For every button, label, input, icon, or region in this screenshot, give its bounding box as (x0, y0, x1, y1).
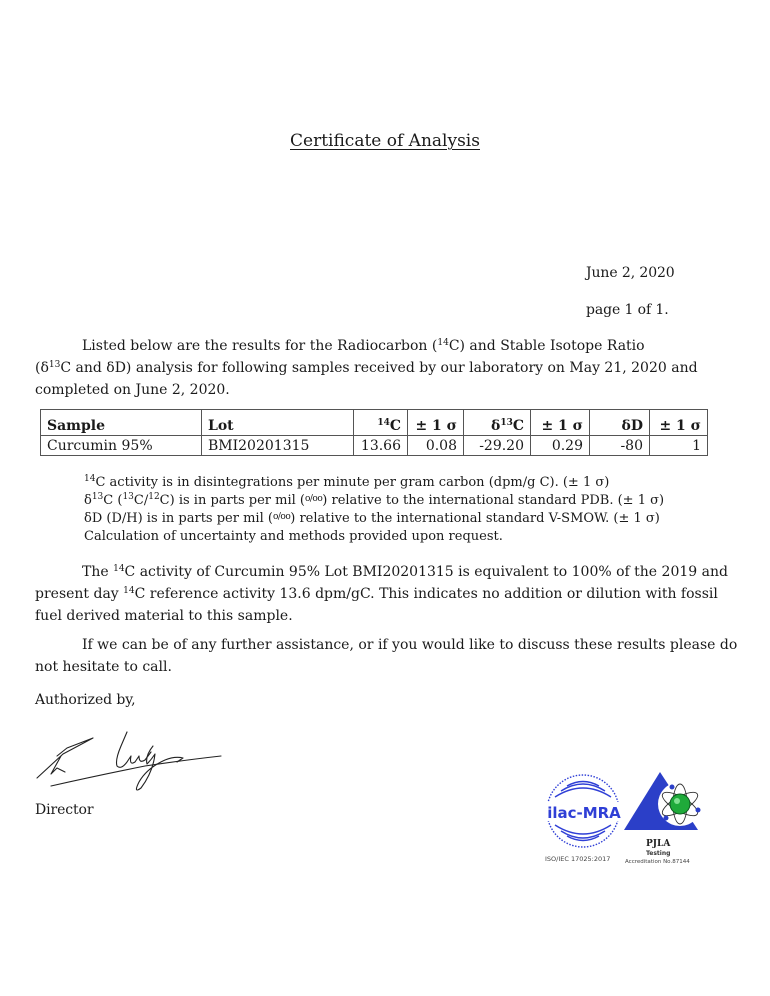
table-notes (84, 474, 664, 546)
pjla-logo (622, 770, 712, 865)
closing-line-1: If we can be of any further assistance, or if you would like to discuss these results please do (82, 637, 738, 653)
document-date: June 2, 2020 (586, 265, 675, 281)
signature-image (35, 726, 225, 796)
cell-dd-sigma: 1 (650, 436, 708, 456)
note-d13c: $\delta^{13}C$ ($^{13}$C/$^{12}$C) is in parts per mil ($^{o/oo}$) relative to the international standard PDB. (± 1 σ) (84, 492, 665, 508)
cell-sample: Curcumin 95% (41, 436, 202, 456)
ilac-caption: ISO/IEC 17025:2017 (545, 855, 611, 863)
cell-dd: -80 (590, 436, 650, 456)
conclusion-line-3: fuel derived material to this sample. (35, 608, 293, 624)
cell-lot: BMI20201315 (202, 436, 354, 456)
intro-line-1: Listed below are the results for the Radiocarbon ($^{14}$C) and Stable Isotope Ratio (82, 338, 645, 354)
closing-line-2: not hesitate to call. (35, 659, 172, 675)
table-header-row (41, 410, 708, 436)
table-row (41, 436, 708, 456)
ilac-mra-icon (543, 773, 625, 857)
svg-text:ilac-MRA: ilac-MRA (547, 804, 621, 822)
closing-paragraph (35, 634, 738, 678)
intro-line-3: completed on June 2, 2020. (35, 382, 230, 398)
cell-c14-sigma: 0.08 (408, 436, 464, 456)
conclusion-line-1: The $^{14}$C activity of Curcumin 95% Lot BMI20201315 is equivalent to 100% of the 2019 and (82, 564, 728, 580)
pjla-name: PJLA (646, 839, 671, 849)
cell-c14: 13.66 (354, 436, 408, 456)
header-c14-sigma: ± 1 σ (408, 410, 464, 436)
note-c14: $^{14}$C activity is in disintegrations per minute per gram carbon (dpm/g C). (± 1 σ) (84, 474, 610, 490)
intro-paragraph (35, 335, 735, 401)
header-dd-sigma: ± 1 σ (650, 410, 708, 436)
conclusion-paragraph (35, 561, 735, 627)
intro-line-2: ($\delta^{13}C$ and δD) analysis for following samples received by our laboratory on May 21, 2020 and (35, 360, 698, 376)
header-sample: Sample (41, 410, 202, 436)
cell-d13c: -29.20 (464, 436, 531, 456)
header-c14: $^{14}$C (354, 410, 408, 436)
header-lot: Lot (202, 410, 354, 436)
note-dd: δD (D/H) is in parts per mil ($^{o/oo}$) relative to the international standard V-SMOW. (± 1 σ) (84, 511, 660, 526)
header-d13c: $\delta^{13}C$ (464, 410, 531, 436)
signatory-role: Director (35, 802, 94, 818)
authorized-label: Authorized by, (35, 692, 136, 708)
document-title: Certificate of Analysis (290, 131, 480, 151)
pjla-testing: Testing (646, 850, 671, 857)
pjla-caption: Accreditation No.87144 (625, 859, 690, 865)
page-info: page 1 of 1. (586, 302, 669, 318)
ilac-mra-logo (543, 773, 625, 861)
header-dd: δD (590, 410, 650, 436)
header-d13c-sigma: ± 1 σ (531, 410, 590, 436)
note-methods: Calculation of uncertainty and methods provided upon request. (84, 529, 503, 544)
results-table (40, 409, 708, 456)
cell-d13c-sigma: 0.29 (531, 436, 590, 456)
conclusion-line-2: present day $^{14}$C reference activity 13.6 dpm/gC. This indicates no addition or dilution with fossil (35, 586, 718, 602)
pjla-triangle-icon (622, 770, 712, 840)
